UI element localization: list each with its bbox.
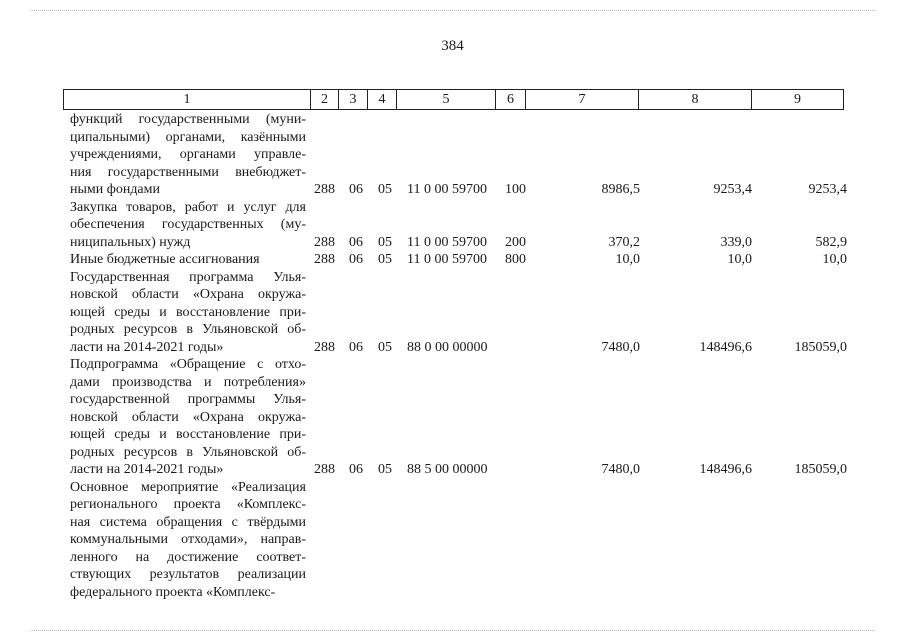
cell-c8: 339,0: [720, 234, 752, 250]
cell-c7: 10,0: [615, 252, 640, 267]
description-line: ласти на 2014-2021 годы»: [70, 339, 224, 355]
description-line: новской области «Охрана окружа-: [70, 287, 306, 302]
cell-c6: 200: [505, 234, 526, 250]
cell-c3: 06: [349, 234, 363, 250]
row-description: [70, 269, 306, 357]
cell-c4: 05: [378, 339, 392, 355]
cell-c9: 582,9: [815, 234, 847, 250]
row-description: [70, 251, 306, 269]
cell-c3: 06: [349, 462, 363, 477]
description-line: ленного на достижение соответ-: [70, 549, 306, 565]
row-description: [70, 199, 306, 252]
description-line: ниципальных) нужд: [70, 234, 191, 250]
cell-c2: 288: [314, 234, 335, 250]
description-line: ющей среды и восстановление при-: [70, 427, 306, 442]
cell-c2: 288: [314, 339, 335, 355]
description-line: новской области «Охрана окружа-: [70, 409, 306, 425]
cell-c9: 185059,0: [794, 462, 847, 477]
description-line: федерального проекта «Комплекс-: [70, 584, 276, 600]
cell-c9: 10,0: [822, 252, 847, 267]
description-line: Основное мероприятие «Реализация: [70, 479, 306, 495]
cell-c8: 10,0: [727, 252, 752, 267]
header-col-5: 5: [396, 89, 496, 110]
description-line: Иные бюджетные ассигнования: [70, 252, 260, 267]
cell-c5: 88 0 00 00000: [407, 339, 488, 355]
cell-c4: 05: [378, 234, 392, 250]
cell-c7: 7480,0: [601, 339, 640, 355]
scan-edge-bottom: [30, 630, 875, 631]
cell-c3: 06: [349, 182, 363, 197]
cell-c3: 06: [349, 339, 363, 355]
cell-c4: 05: [378, 182, 392, 197]
page-number: 384: [441, 38, 464, 54]
cell-c9: 9253,4: [808, 182, 847, 197]
cell-c2: 288: [314, 182, 335, 197]
cell-c3: 06: [349, 252, 363, 267]
header-col-1: 1: [63, 89, 311, 110]
cell-c9: 185059,0: [794, 339, 847, 355]
header-col-3: 3: [338, 89, 368, 110]
row-description: [70, 111, 306, 199]
description-line: учреждениями, органами управле-: [70, 147, 306, 162]
cell-c5: 11 0 00 59700: [407, 234, 487, 250]
cell-c8: 9253,4: [713, 182, 752, 197]
scan-edge-top: [30, 10, 875, 11]
header-col-4: 4: [367, 89, 397, 110]
header-col-2: 2: [310, 89, 339, 110]
description-line: ная система обращения с твёрдыми: [70, 514, 306, 530]
cell-c5: 11 0 00 59700: [407, 182, 487, 197]
description-line: Государственная программа Улья-: [70, 269, 306, 285]
description-line: регионального проекта «Комплекс-: [70, 497, 306, 512]
description-line: ными фондами: [70, 182, 161, 197]
cell-c7: 7480,0: [601, 462, 640, 477]
cell-c4: 05: [378, 252, 392, 267]
header-col-7: 7: [525, 89, 639, 110]
description-line: ципальными) органами, казёнными: [70, 129, 306, 145]
cell-c5: 88 5 00 00000: [407, 462, 488, 477]
row-description: [70, 479, 306, 602]
description-line: родных ресурсов в Ульяновской об-: [70, 444, 306, 460]
cell-c7: 370,2: [608, 234, 640, 250]
description-line: дами производства и потребления»: [70, 374, 306, 390]
cell-c2: 288: [314, 462, 335, 477]
description-line: функций государственными (муни-: [70, 112, 306, 127]
description-line: коммунальными отходами», направ-: [70, 532, 306, 547]
header-col-9: 9: [751, 89, 844, 110]
description-line: ющей среды и восстановление при-: [70, 304, 306, 320]
table-header-row: [63, 89, 844, 110]
cell-c8: 148496,6: [699, 462, 752, 477]
row-description: [70, 356, 306, 479]
cell-c6: 100: [505, 182, 526, 197]
description-line: обеспечения государственных (му-: [70, 217, 306, 232]
cell-c4: 05: [378, 462, 392, 477]
description-line: государственной программы Улья-: [70, 392, 306, 407]
cell-c2: 288: [314, 252, 335, 267]
description-line: Закупка товаров, работ и услуг для: [70, 199, 306, 215]
description-line: Подпрограмма «Обращение с отхо-: [70, 357, 306, 372]
header-col-8: 8: [638, 89, 752, 110]
cell-c5: 11 0 00 59700: [407, 252, 487, 267]
description-line: ласти на 2014-2021 годы»: [70, 462, 224, 477]
description-line: родных ресурсов в Ульяновской об-: [70, 322, 306, 337]
header-col-6: 6: [495, 89, 526, 110]
description-line: ствующих результатов реализации: [70, 567, 306, 582]
description-line: ния государственными внебюджет-: [70, 164, 306, 180]
cell-c6: 800: [505, 252, 526, 267]
cell-c8: 148496,6: [699, 339, 752, 355]
cell-c7: 8986,5: [601, 182, 640, 197]
